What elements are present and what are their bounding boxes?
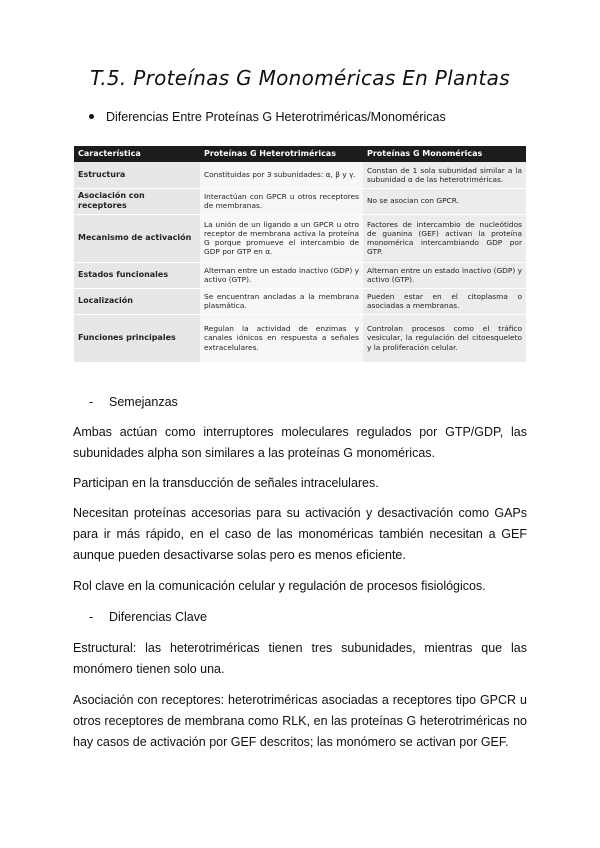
bullet-heading	[89, 110, 446, 124]
table-cell: Interactúan con GPCR u otros receptores de membranas.	[200, 188, 363, 214]
table-cell: Alternan entre un estado inactivo (GDP) y activo (GTP).	[363, 262, 526, 288]
diferencias-label: Diferencias Clave	[109, 610, 207, 624]
table-cell-label: Funciones principales	[74, 314, 200, 362]
diferencias-heading	[89, 610, 207, 624]
table-cell: Regulan la actividad de enzimas y canales iónicos en respuesta a señales extracelulares.	[200, 314, 363, 362]
dash-marker: -	[89, 610, 94, 624]
table-row	[74, 262, 526, 288]
table-cell: Se encuentran ancladas a la membrana plasmática.	[200, 288, 363, 314]
paragraph: Necesitan proteínas accesorias para su activación y desactivación como GAPs para ir más rápido, en el caso de las monoméricas también necesitan a GEF aunque pueden desactivarse solas pero es menos eficiente.	[73, 506, 527, 562]
table-cell: Factores de intercambio de nucleótidos de guanina (GEF) activan la proteína monomérica intercambiando GDP por GTP.	[363, 214, 526, 262]
table-cell: Constan de 1 sola subunidad similar a la subunidad α de las heterotriméricas.	[363, 162, 526, 188]
paragraph: Ambas actúan como interruptores moleculares regulados por GTP/GDP, las subunidades alpha son similares a las proteínas G monoméricas.	[73, 425, 527, 460]
bullet-dot	[89, 114, 94, 119]
paragraph: Estructural: las heterotriméricas tienen tres subunidades, mientras que las monómero tienen solo una.	[73, 641, 527, 676]
paragraph: Asociación con receptores: heterotriméricas asociadas a receptores tipo GPCR u otros receptores de membrana como RLK, en las proteínas G heterotriméricas no hay casos de activación por GEF descritos; las monómero se activan por GEF.	[73, 693, 527, 749]
paragraph: Rol clave en la comunicación celular y regulación de procesos fisiológicos.	[73, 579, 486, 593]
semejanzas-label: Semejanzas	[109, 395, 178, 409]
table-cell: Controlan procesos como el tráfico vesicular, la regulación del citoesqueleto y la proliferación celular.	[363, 314, 526, 362]
table-cell-label: Asociación con receptores	[74, 188, 200, 214]
table-cell: Pueden estar en el citoplasma o asociadas a membranas.	[363, 288, 526, 314]
table-row	[74, 188, 526, 214]
table-cell-label: Localización	[74, 288, 200, 314]
paragraph: Participan en la transducción de señales intracelulares.	[73, 476, 379, 490]
table-cell: Constituidas por 3 subunidades: α, β y γ.	[200, 162, 363, 188]
dash-marker: -	[89, 395, 94, 409]
semejanzas-heading	[89, 395, 178, 409]
table-row	[74, 162, 526, 188]
table-cell-label: Mecanismo de activación	[74, 214, 200, 262]
table-cell-label: Estructura	[74, 162, 200, 188]
table-cell: Alternan entre un estado inactivo (GDP) y activo (GTP).	[200, 262, 363, 288]
comparison-table	[74, 146, 526, 363]
table-cell: La unión de un ligando a un GPCR u otro receptor de membrana activa la proteína G porque promueve el intercambio de GDP por GTP en α.	[200, 214, 363, 262]
header-heterotrimericas: Proteínas G Heterotriméricas	[200, 146, 363, 162]
table-row	[74, 288, 526, 314]
table-header-row	[74, 146, 526, 162]
table-cell: No se asocian con GPCR.	[363, 188, 526, 214]
table-row	[74, 314, 526, 362]
bullet-heading-text: Diferencias Entre Proteínas G Heterotriméricas/Monoméricas	[106, 110, 446, 124]
table-row	[74, 214, 526, 262]
header-monomericas: Proteínas G Monoméricas	[363, 146, 526, 162]
header-caracteristica: Característica	[74, 146, 200, 162]
page-title: T.5. Proteínas G Monoméricas En Plantas	[90, 66, 510, 90]
table-cell-label: Estados funcionales	[74, 262, 200, 288]
